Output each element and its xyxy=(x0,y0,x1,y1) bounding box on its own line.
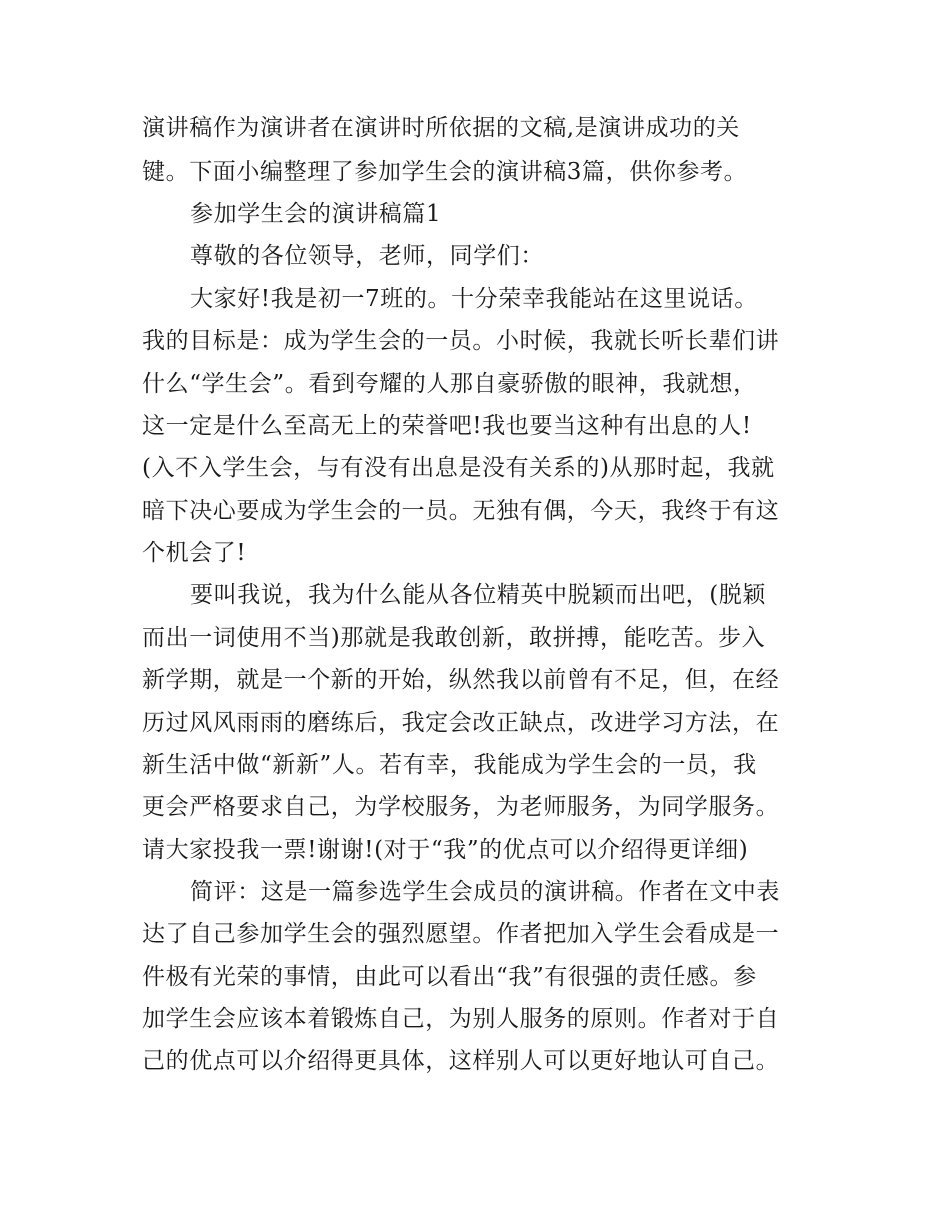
text-line: 新学期，就是一个新的开始，纵然我以前曾有不足，但，在经 xyxy=(142,667,780,693)
text-line: 暗下决心要成为学生会的一员。无独有偶，今天，我终于有这 xyxy=(142,498,780,524)
text-line: 历过风风雨雨的磨练后，我定会改正缺点，改进学习方法，在 xyxy=(142,710,780,736)
text-line: 请大家投我一票!谢谢!(对于“我”的优点可以介绍得更详细) xyxy=(142,837,749,863)
text-line: 件极有光荣的事情，由此可以看出“我”有很强的责任感。参 xyxy=(142,964,757,990)
text-line: 己的优点可以介绍得更具体，这样别人可以更好地认可自己。 xyxy=(142,1048,780,1074)
text-line: 加学生会应该本着锻炼自己，为别人服务的原则。作者对于自 xyxy=(142,1006,780,1032)
text-line: 演讲稿作为演讲者在演讲时所依据的文稿,是演讲成功的关 xyxy=(142,115,740,141)
text-line: 新生活中做“新新”人。若有幸，我能成为学生会的一员，我 xyxy=(142,752,757,778)
text-line: 达了自己参加学生会的强烈愿望。作者把加入学生会看成是一 xyxy=(142,921,780,947)
text-line: 键。下面小编整理了参加学生会的演讲稿3篇，供你参考。 xyxy=(142,159,748,185)
text-line: 什么“学生会”。看到夸耀的人那自豪骄傲的眼神，我就想， xyxy=(142,371,757,397)
section-heading: 参加学生会的演讲稿篇1 xyxy=(190,201,442,227)
text-line: 要叫我说，我为什么能从各位精英中脱颖而出吧，(脱颖 xyxy=(190,582,766,608)
text-line: 我的目标是：成为学生会的一员。小时候，我就长听长辈们讲 xyxy=(142,328,780,354)
text-line: 个机会了! xyxy=(142,540,247,566)
text-line: 简评：这是一篇参选学生会成员的演讲稿。作者在文中表 xyxy=(190,879,780,905)
text-line: 更会严格要求自己，为学校服务，为老师服务，为同学服务。 xyxy=(142,794,780,820)
text-line: 而出一词使用不当)那就是我敢创新，敢拼搏，能吃苦。步入 xyxy=(142,625,766,651)
text-line: 这一定是什么至高无上的荣誉吧!我也要当这种有出息的人! xyxy=(142,413,752,439)
text-line: (入不入学生会，与有没有出息是没有关系的)从那时起，我就 xyxy=(142,455,775,481)
salutation: 尊敬的各位领导，老师，同学们： xyxy=(190,243,544,269)
text-line: 大家好!我是初一7班的。十分荣幸我能站在这里说话。 xyxy=(190,286,758,312)
